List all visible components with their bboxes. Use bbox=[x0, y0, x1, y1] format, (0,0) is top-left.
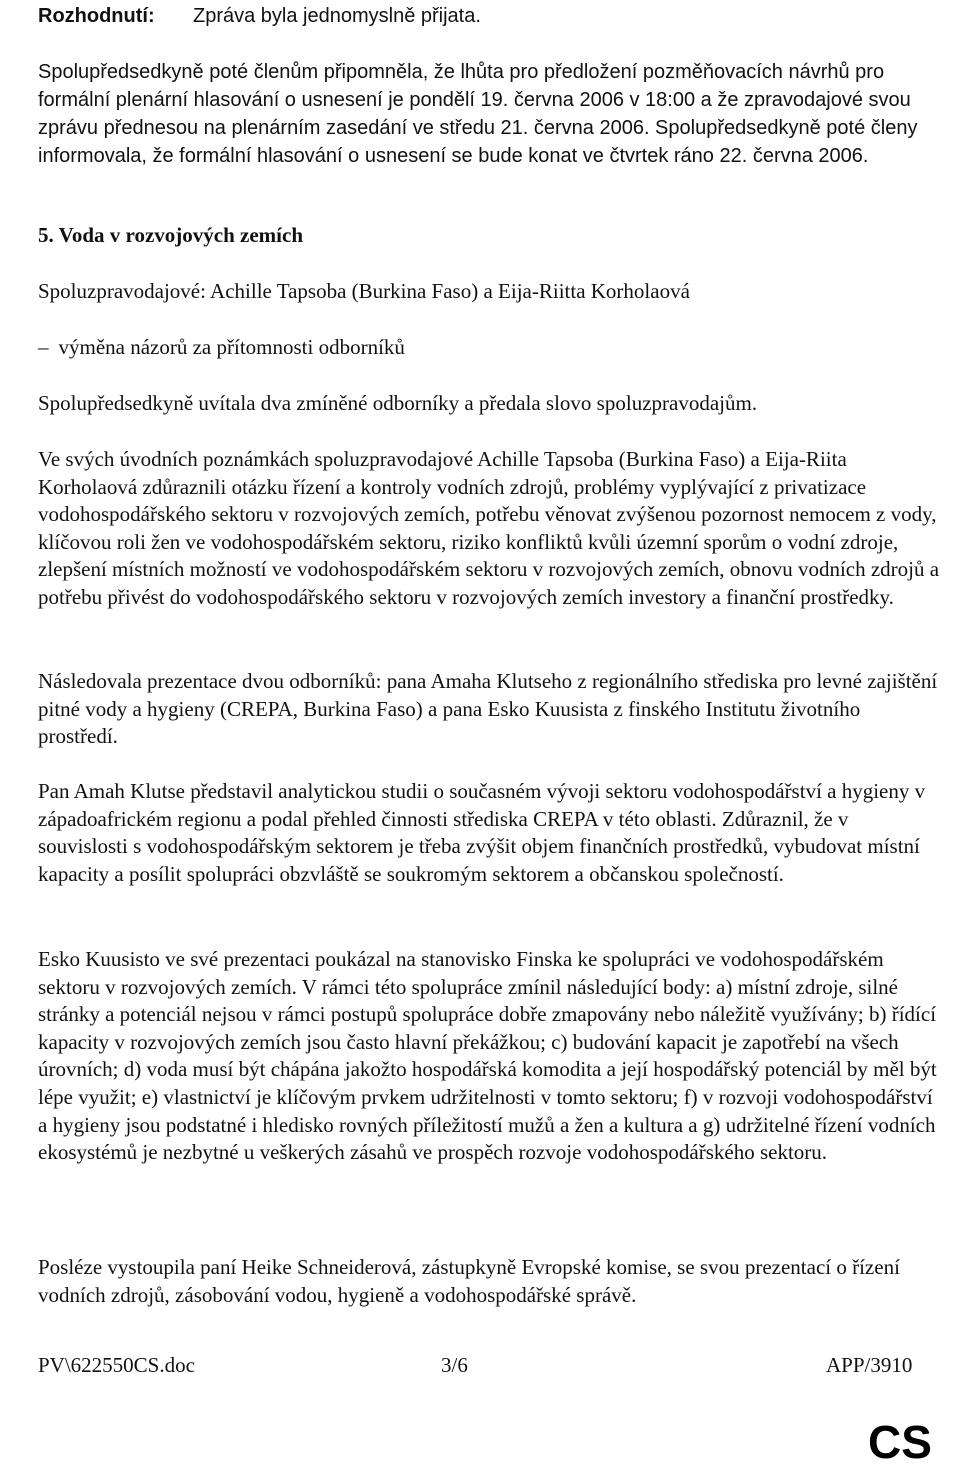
klutse-paragraph: Pan Amah Klutse představil analytickou studii o současném vývoji sektoru vodohospodářství a hygieny v západoafrickém regionu a podal přehled činnosti střediska CREPA v této oblasti. Zdůraznil, že v souvislosti s vodohospodářským sektorem je třeba zvýšit objem finančních prostředků, vybudovat místní kapacity a posílit spolupráci obzvláště se soukromým sektorem a občanskou společností. bbox=[38, 779, 926, 886]
decision-row bbox=[38, 2, 943, 30]
exchange-of-views-line bbox=[38, 334, 943, 362]
decision-label: Rozhodnutí: bbox=[38, 5, 155, 27]
intro-paragraph: Ve svých úvodních poznámkách spoluzpravodajové Achille Tapsoba (Burkina Faso) a Eija-Riita Korholaová zdůraznili otázku řízení a kontroly vodních zdrojů, problémy vyplývající z privatizace vodohospodářského sektoru v rozvojových zemích, potřebu věnovat zvýšenou pozornost nemocem z vody, klíčovou roli žen ve vodohospodářském sektoru, riziko konfliktů kvůli územní sporům o vodní zdroje, zlepšení místních možností ve vodohospodářském sektoru v rozvojových zemích, obnovu vodních zdrojů a potřebu přivést do vodohospodářského sektoru v rozvojových zemích investory a finanční prostředky. bbox=[38, 447, 940, 609]
dash-marker: – bbox=[38, 335, 49, 359]
welcome-paragraph: Spolupředsedkyně uvítala dva zmíněné odborníky a předala slovo spoluzpravodajům. bbox=[38, 391, 758, 415]
footer-document-ref: PV\622550CS.doc bbox=[38, 1353, 195, 1377]
section-heading: 5. Voda v rozvojových zemích bbox=[38, 223, 304, 247]
footer-app-ref: APP/3910 bbox=[826, 1353, 913, 1377]
deadline-paragraph: Spolupředsedkyně poté členům připomněla, že lhůta pro předložení pozměňovacích návrhů pro formální plenární hlasování o usnesení je pondělí 19. června 2006 v 18:00 a že zpravodajové svou zprávu přednesou na plenárním zasedání ve středu 21. června 2006. Spolupředsedkyně poté členy informovala, že formální hlasování o usnesení se bude konat ve čtvrtek ráno 22. června 2006. bbox=[38, 61, 918, 167]
footer-page-number: 3/6 bbox=[441, 1353, 468, 1377]
kuusisto-paragraph: Esko Kuusisto ve své prezentaci poukázal na stanovisko Finska ke spolupráci ve vodohospodářském sektoru v rozvojových zemích. V rámci této spolupráce zmínil následující body: a) místní zdroje, silné stránky a potenciál nejsou v rámci postupů spolupráce dobře zmapovány nebo náležitě využívány; b) řídící kapacity v rozvojových zemích jsou často hlavní překážkou; c) budování kapacit je zapotřebí na všech úrovních; d) voda musí být chápána jakožto hospodářská komodita a její hospodářský potenciál by měl být lépe využit; e) vlastnictví je klíčovým prvkem udržitelnosti v tomto sektoru; f) v rozvoji vodohospodářství a hygieny jsou podstatné i hledisko rovných příležitostí mužů a žen a kultura a g) udržitelné řízení vodních ekosystémů je nezbytné u veškerých zásahů ve prospěch rozvoje vodohospodářského sektoru. bbox=[38, 947, 937, 1165]
rapporteurs-line: Spoluzpravodajové: Achille Tapsoba (Burkina Faso) a Eija-Riitta Korholaová bbox=[38, 279, 690, 303]
presentation-paragraph: Následovala prezentace dvou odborníků: pana Amaha Klutseho z regionálního střediska pro levné zajištění pitné vody a hygieny (CREPA, Burkina Faso) a pana Esko Kuusista z finského Institutu životního prostředí. bbox=[38, 669, 938, 749]
exchange-of-views-text: výměna názorů za přítomnosti odborníků bbox=[58, 335, 405, 359]
decision-text: Zpráva byla jednomyslně přijata. bbox=[193, 5, 481, 27]
schneider-paragraph: Posléze vystoupila paní Heike Schneiderová, zástupkyně Evropské komise, se svou prezentací o řízení vodních zdrojů, zásobování vodou, hygieně a vodohospodářské správě. bbox=[38, 1255, 900, 1307]
language-code: CS bbox=[868, 1416, 932, 1468]
